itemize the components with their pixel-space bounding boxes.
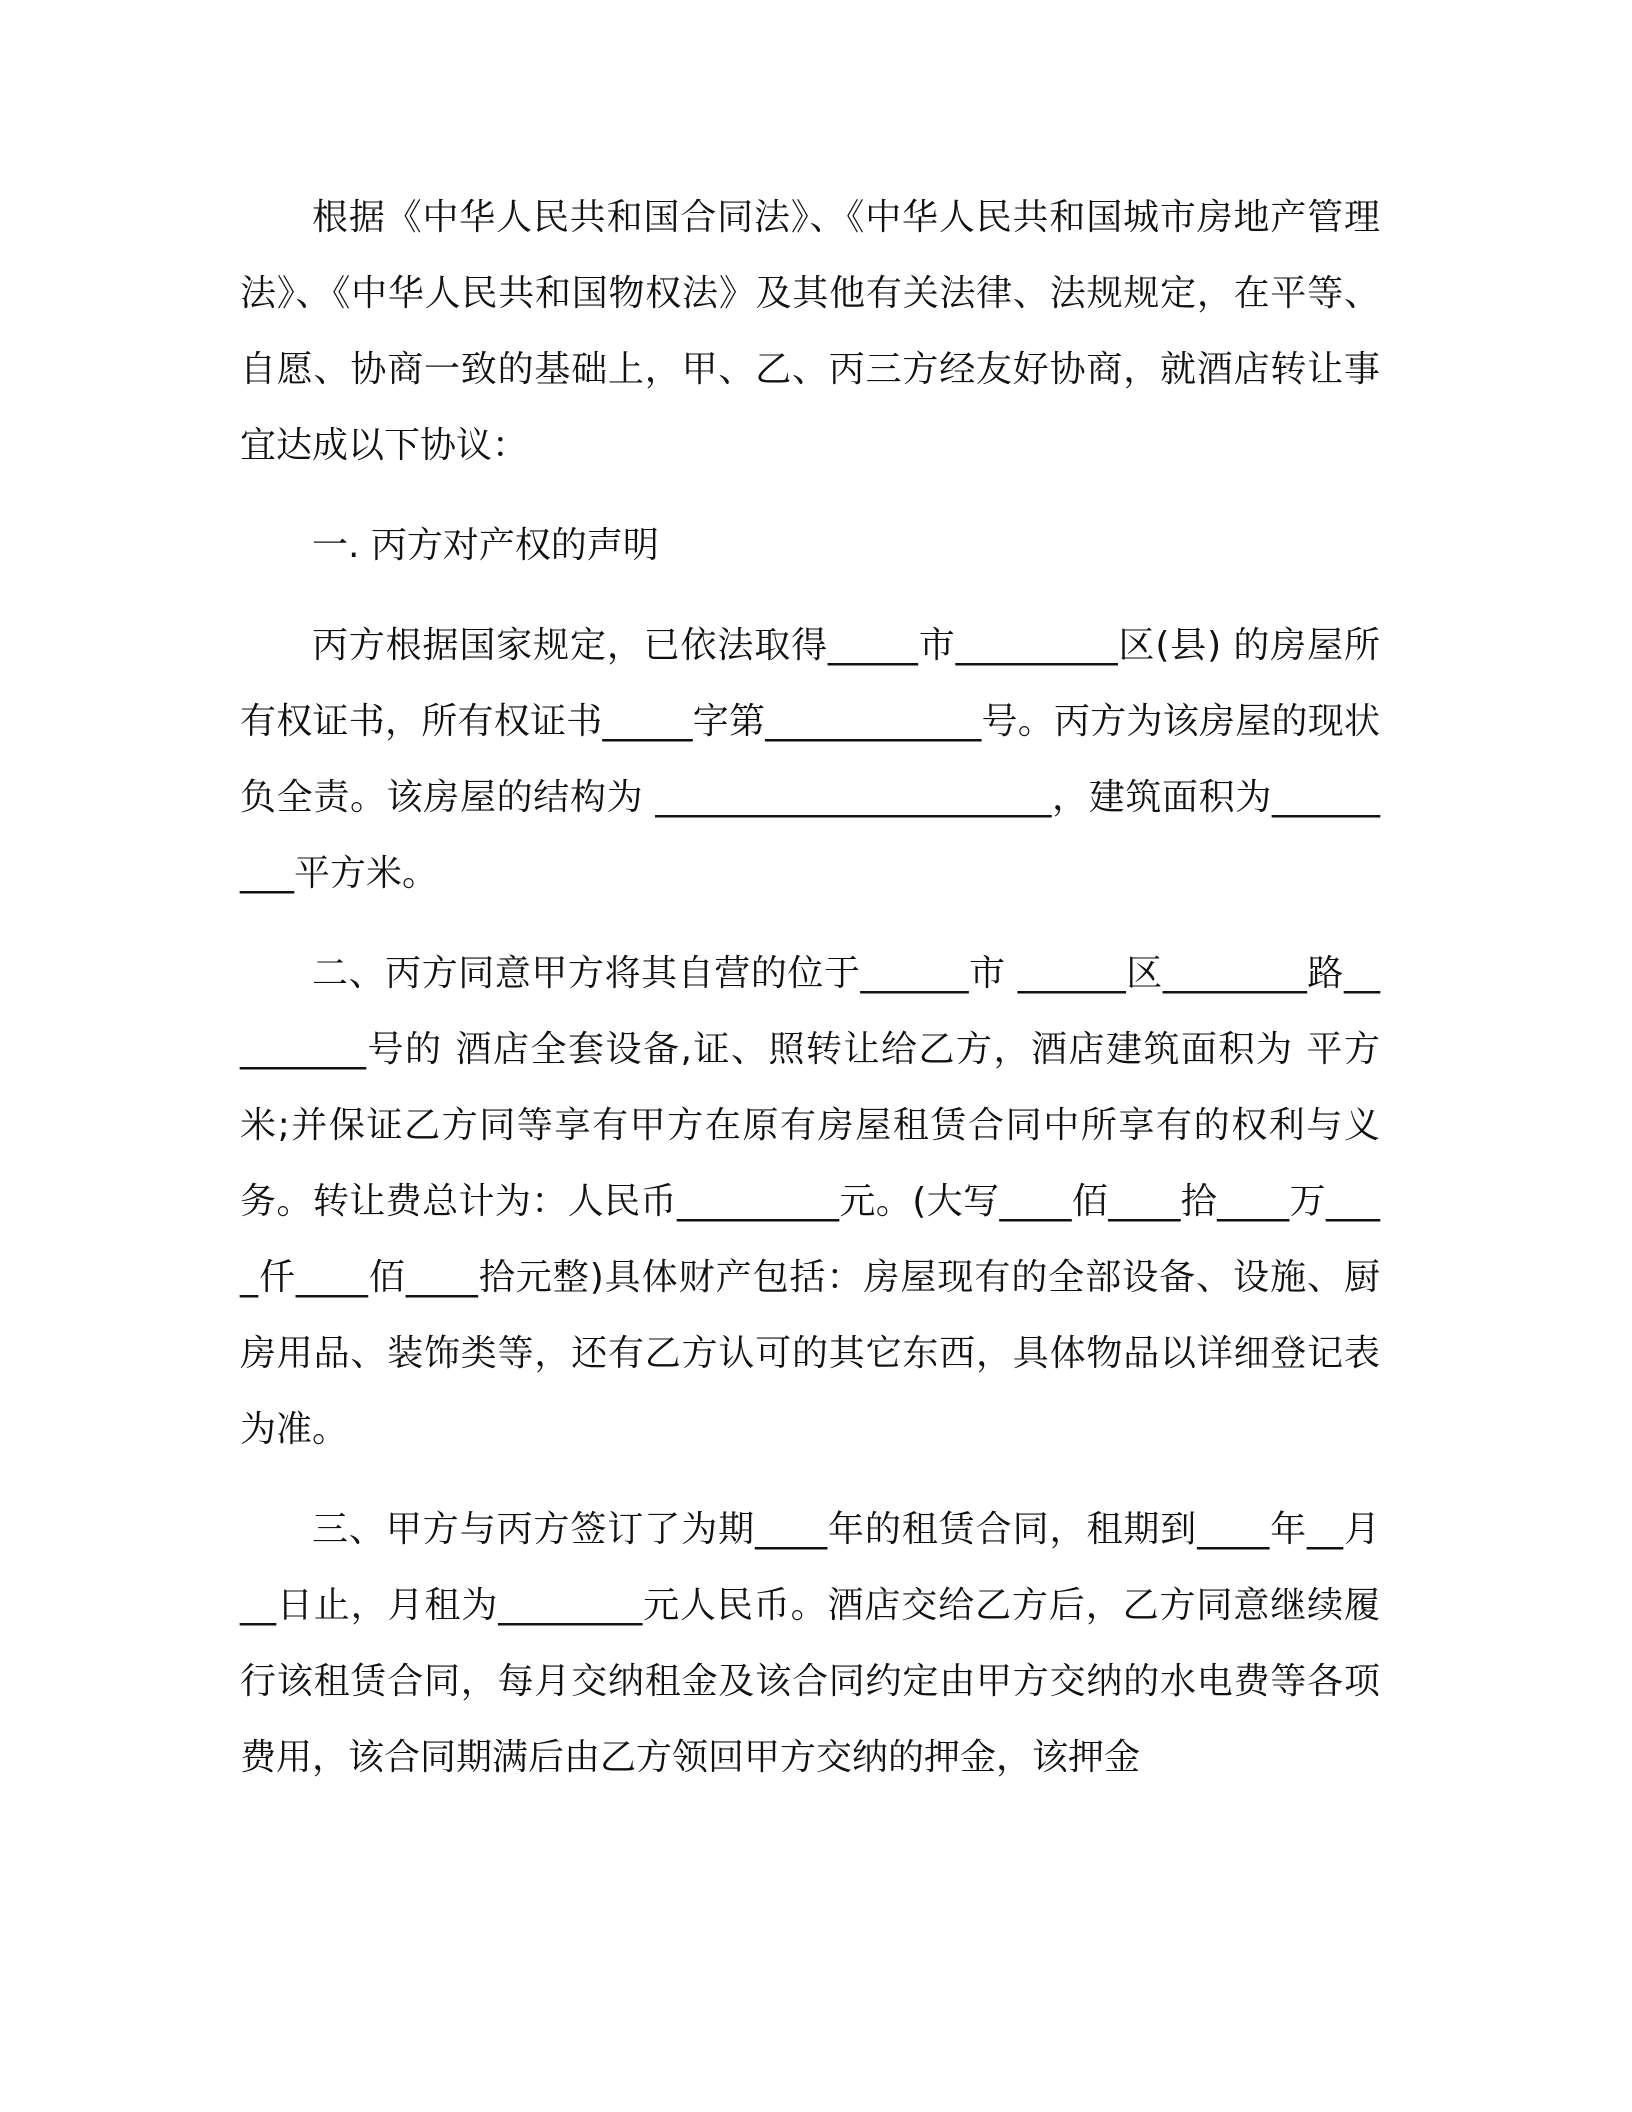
paragraph-gap — [240, 1468, 1380, 1492]
intro-paragraph: 根据《中华人民共和国合同法》、《中华人民共和国城市房地产管理法》、《中华人民共和国物权法》及其他有关法律、法规规定，在平等、自愿、协商一致的基础上，甲、乙、丙三方经友好协商，就酒店转让事宜达成以下协议： — [240, 197, 1380, 466]
paragraph-gap — [240, 584, 1380, 608]
section-1-paragraph: 丙方根据国家规定，已依法取得_____市_________区(县) 的房屋所有权证书，所有权证书_____字第____________号。丙方为该房屋的现状负全责。该房屋的结构为 ______________________，建筑面积为_________平方米。 — [240, 625, 1380, 894]
section-2-paragraph: 二、丙方同意甲方将其自营的位于______市 ______区________路_________号的 酒店全套设备,证、照转让给乙方，酒店建筑面积为 平方米;并保证乙方同等享有甲方在原有房屋租赁合同中所享有的权利与义务。转让费总计为：人民币_________元。(大写____佰____拾____万____仟____佰____拾元整)具体财产包括：房屋现有的全部设备、设施、厨房用品、装饰类等，还有乙方认可的其它东西，具体物品以详细登记表为准。 — [240, 953, 1380, 1450]
document-body — [240, 180, 1380, 1796]
section-3-paragraph: 三、甲方与丙方签订了为期____年的租赁合同，租期到____年__月 __日止，月租为________元人民币。酒店交给乙方后，乙方同意继续履行该租赁合同，每月交纳租金及该合同约定由甲方交纳的水电费等各项费用，该合同期满后由乙方领回甲方交纳的押金，该押金 — [240, 1509, 1380, 1778]
paragraph-gap — [240, 484, 1380, 508]
section-1-heading: 一. 丙方对产权的声明 — [312, 525, 659, 566]
paragraph-gap — [240, 912, 1380, 936]
